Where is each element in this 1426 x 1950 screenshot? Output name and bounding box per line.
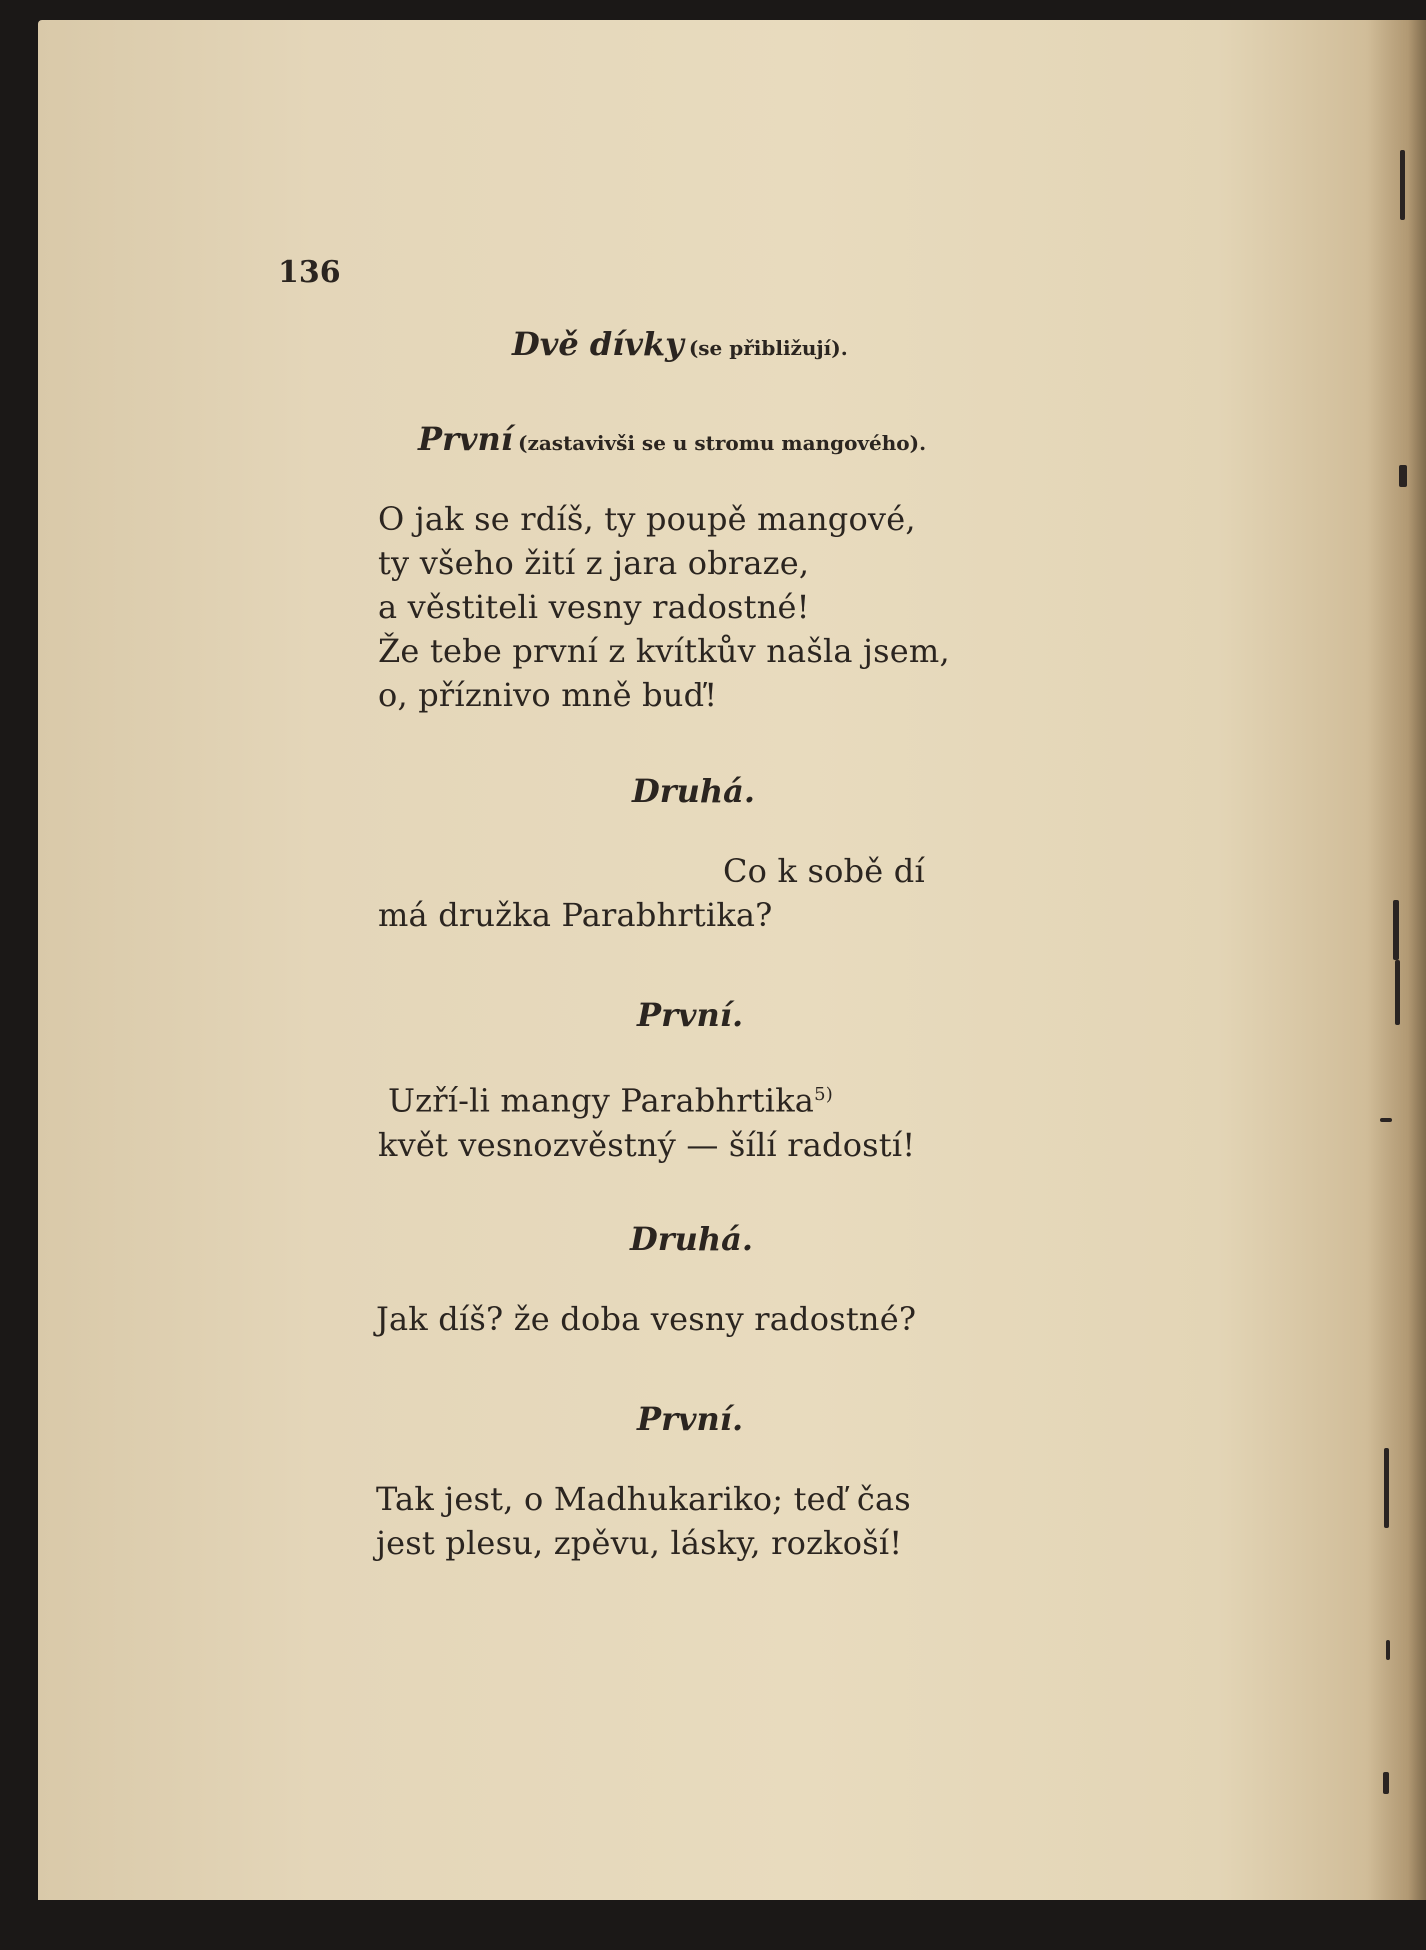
heading-prvni-stage (418, 420, 926, 458)
verse-line: má družka Parabhrtika? (378, 896, 773, 934)
verse-line: Jak díš? že doba vesny radostné? (376, 1300, 917, 1338)
stage-direction: (zastavivši se u stromu mangového). (518, 431, 927, 455)
verse-line: jest plesu, zpěvu, lásky, rozkoší! (376, 1524, 903, 1562)
footnote-ref: 5) (814, 1084, 833, 1105)
verse-stanza-2 (378, 849, 925, 937)
speaker-name: První (418, 420, 513, 458)
verse-line: a věstiteli vesny radostné! (378, 588, 810, 626)
margin-mark (1380, 1118, 1392, 1122)
verse-line: Co k sobě dí (723, 852, 925, 890)
speaker-name: Dvě dívky (512, 325, 684, 363)
margin-mark (1386, 1640, 1390, 1660)
margin-mark (1384, 1448, 1389, 1528)
speaker-prvni: První. (637, 1400, 744, 1438)
margin-mark (1393, 900, 1399, 960)
verse-stanza-1 (378, 497, 950, 717)
margin-mark (1400, 150, 1405, 220)
verse-line: o, příznivo mně buď! (378, 676, 718, 714)
speaker-druha: Druhá. (630, 1220, 754, 1258)
margin-mark (1395, 960, 1400, 1025)
heading-dve-divky (512, 325, 848, 363)
verse-line: ty všeho žití z jara obraze, (378, 544, 810, 582)
speaker-druha: Druhá. (632, 772, 756, 810)
verse-stanza-3 (378, 1073, 916, 1167)
verse-line: Že tebe první z kvítkův našla jsem, (378, 632, 950, 670)
book-page (38, 20, 1426, 1900)
margin-mark (1383, 1772, 1389, 1794)
margin-mark (1399, 465, 1407, 487)
verse-line: O jak se rdíš, ty poupě mangové, (378, 500, 916, 538)
verse-line: květ vesnozvěstný — šílí radostí! (378, 1125, 916, 1164)
verse-stanza-4 (376, 1297, 916, 1341)
verse-line: Tak jest, o Madhukariko; teď čas (376, 1480, 911, 1518)
verse-text: Uzří-li mangy Parabhrtika (388, 1081, 815, 1120)
stage-direction: (se přibližují). (688, 336, 848, 360)
verse-stanza-5 (376, 1477, 911, 1565)
verse-line (388, 1073, 915, 1123)
speaker-prvni: První. (637, 996, 744, 1034)
page-number: 136 (278, 255, 341, 290)
